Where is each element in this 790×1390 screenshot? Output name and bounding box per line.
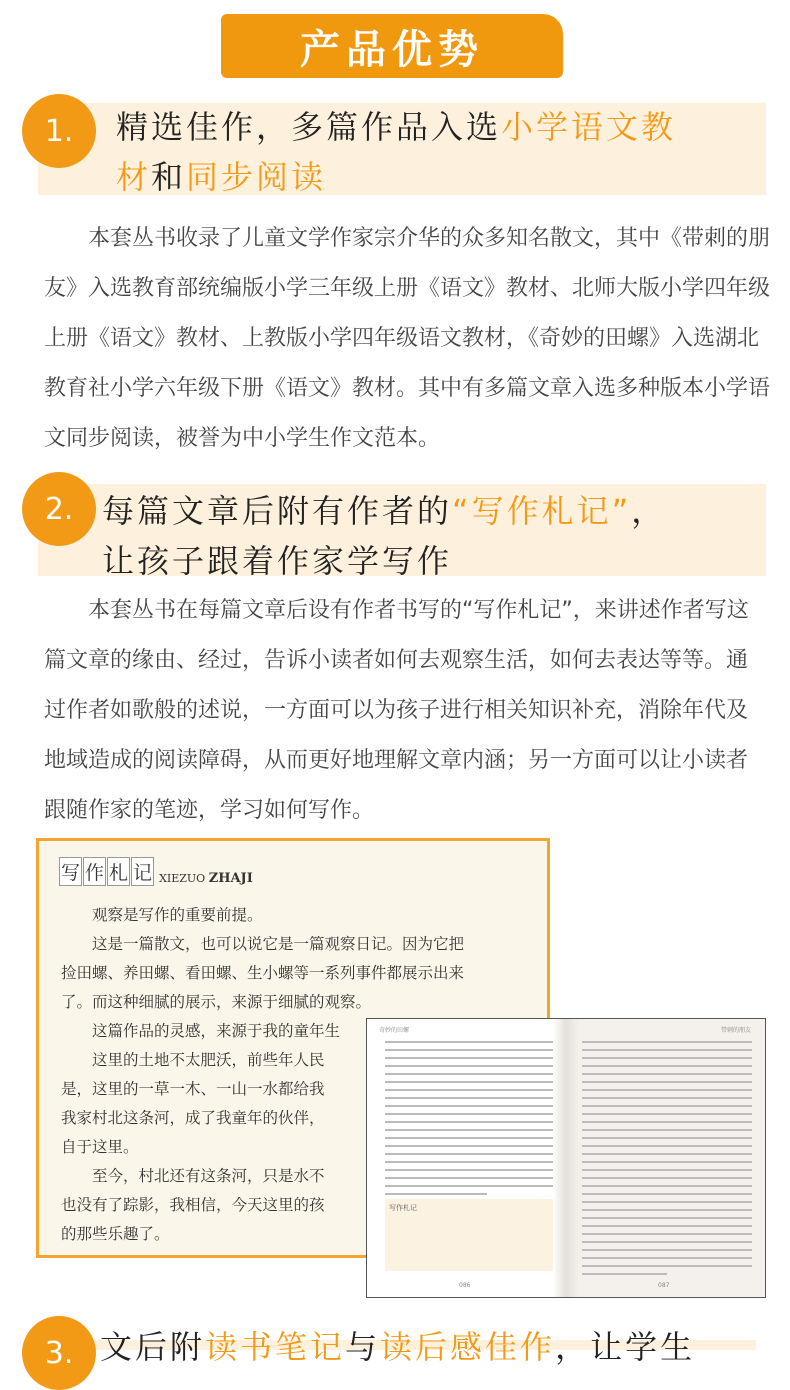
notes-line: 观察是写作的重要前提。 bbox=[61, 906, 263, 924]
section3-heading-highlight2: 读后感佳作 bbox=[380, 1328, 556, 1366]
left-page-header: 奇妙的田螺 bbox=[379, 1027, 410, 1034]
notes-line: 这里的土地不太肥沃，前些年人民 bbox=[61, 1051, 325, 1069]
spread-right-page bbox=[566, 1019, 765, 1297]
title-char: 札 bbox=[107, 857, 130, 886]
notes-line: 自于这里。 bbox=[61, 1138, 139, 1156]
left-page-number: 086 bbox=[459, 1282, 471, 1289]
notes-line: 我家村北这条河，成了我童年的伙伴， bbox=[61, 1109, 325, 1127]
right-page-header: 带刺的朋友 bbox=[720, 1027, 751, 1034]
section1-paragraph bbox=[44, 214, 772, 464]
section2-paragraph-text: 本套丛书在每篇文章后设有作者书写的“写作札记”，来讲述作者写这篇文章的缘由、经过，告诉小读者如何去观察生活，如何去表达等等。通过作者如歌般的述说，一方面可以为孩子进行相关知识补充，消除年代及地域造成的阅读障碍，从而更好地理解文章内涵；另一方面可以让小读者跟随作家的笔迹，学习如何写作。 bbox=[44, 598, 749, 823]
notes-line: 了。而这种细腻的展示，来源于细腻的观察。 bbox=[61, 993, 372, 1011]
section1-heading-and: 和 bbox=[151, 158, 187, 196]
section1-number-badge: 1. bbox=[22, 94, 96, 168]
notes-line: 至今，村北还有这条河，只是水不 bbox=[61, 1167, 325, 1185]
section1-heading bbox=[116, 102, 676, 202]
title-char: 作 bbox=[83, 857, 106, 886]
left-page-text-lines bbox=[385, 1041, 555, 1201]
writing-notes-title bbox=[59, 857, 253, 886]
open-book-spread-image bbox=[366, 1018, 766, 1298]
section3-heading bbox=[100, 1322, 695, 1372]
section3-heading-tail: ，让学生 bbox=[555, 1328, 696, 1366]
section1-heading-highlight: 小学语文教 bbox=[501, 108, 677, 146]
spread-left-page bbox=[367, 1019, 566, 1297]
section2-heading-tail: ， bbox=[631, 492, 667, 530]
section3-heading-highlight1: 读书笔记 bbox=[205, 1328, 346, 1366]
spread-gutter bbox=[553, 1019, 579, 1297]
section1-paragraph-text: 本套丛书收录了儿童文学作家宗介华的众多知名散文，其中《带刺的朋友》入选教育部统编版小学三年级上册《语文》教材、北师大版小学四年级上册《语文》教材、上教版小学四年级语文教材，《奇妙的田螺》入选湖北教育社小学六年级下册《语文》教材。其中有多篇文章入选多种版本小学语文同步阅读，被誉为中小学生作文范本。 bbox=[44, 226, 771, 451]
section1-heading-highlight3: 同步阅读 bbox=[186, 158, 327, 196]
notes-line: 这篇作品的灵感，来源于我的童年生 bbox=[61, 1022, 341, 1040]
title-pinyin bbox=[159, 871, 253, 886]
right-page-number: 087 bbox=[658, 1282, 670, 1289]
section3-heading-part2: 与 bbox=[345, 1328, 381, 1366]
section2-heading bbox=[102, 486, 666, 586]
section3-number-badge: 3. bbox=[22, 1316, 96, 1390]
section2-number-badge: 2. bbox=[22, 472, 96, 546]
section2-paragraph bbox=[44, 586, 756, 836]
pinyin-big: ZHAJI bbox=[208, 871, 253, 886]
notes-line: 捡田螺、养田螺、看田螺、生小螺等一系列事件都展示出来 bbox=[61, 964, 465, 982]
section3-heading-part1: 文后附 bbox=[100, 1328, 206, 1366]
notes-line: 这是一篇散文，也可以说它是一篇观察日记。因为它把 bbox=[61, 935, 465, 953]
section-banner: 产品优势 bbox=[221, 14, 563, 78]
notes-line: 也没有了踪影，我相信，今天这里的孩 bbox=[61, 1196, 325, 1214]
notes-line: 的那些乐趣了。 bbox=[61, 1225, 170, 1243]
section1-heading-line1: 精选佳作，多篇作品入选 bbox=[116, 108, 502, 146]
left-page-notes-box bbox=[385, 1199, 555, 1271]
right-page-text-lines bbox=[582, 1041, 752, 1281]
section2-heading-highlight: “写作札记” bbox=[452, 492, 632, 530]
section2-heading-line1: 每篇文章后附有作者的 bbox=[102, 492, 453, 530]
notes-line: 是，这里的一草一木、一山一水都给我 bbox=[61, 1080, 325, 1098]
section2-heading-line2: 让孩子跟着作家学写作 bbox=[102, 542, 453, 580]
title-char: 写 bbox=[59, 857, 82, 886]
title-char: 记 bbox=[131, 857, 154, 886]
left-page-notes-label: 写作札记 bbox=[389, 1204, 417, 1212]
pinyin-small: XIEZUO bbox=[159, 872, 206, 885]
section1-heading-highlight2: 材 bbox=[116, 158, 152, 196]
